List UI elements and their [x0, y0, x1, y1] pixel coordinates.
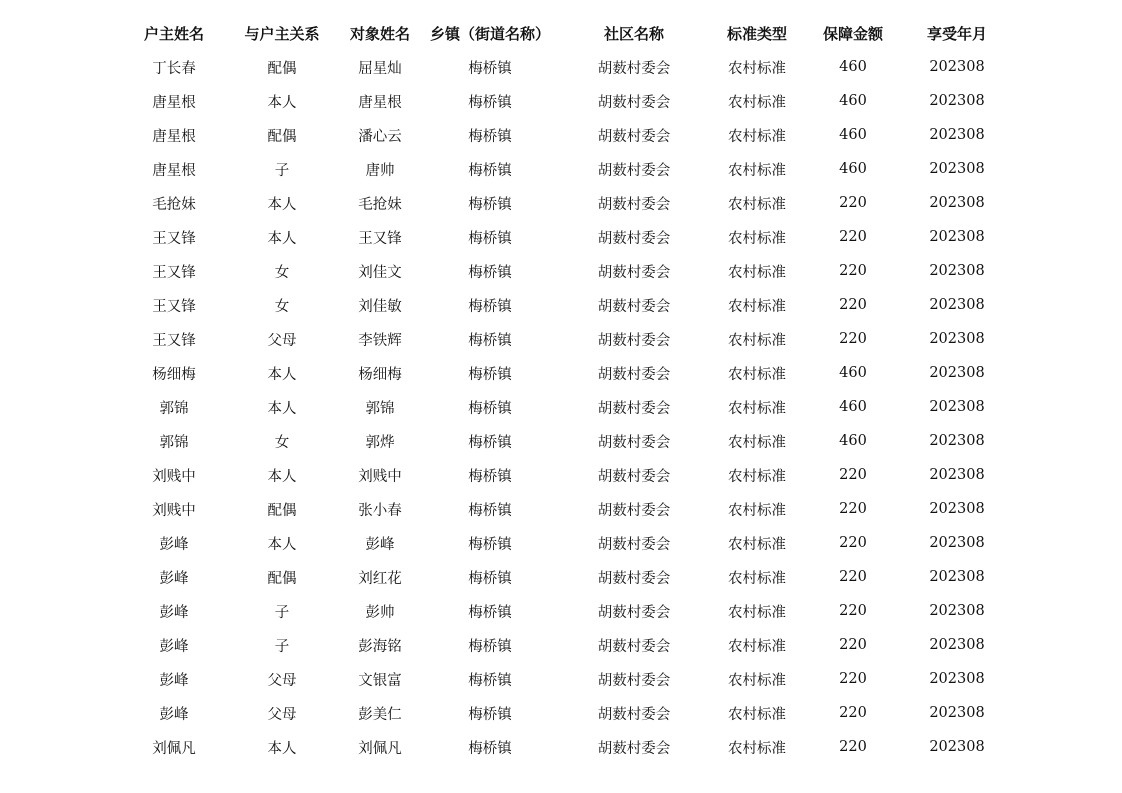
standard-type-cell: 农村标准	[728, 94, 786, 111]
township-cell: 梅桥镇	[468, 502, 512, 519]
standard-type-cell: 农村标准	[728, 60, 786, 77]
community-cell: 胡薮村委会	[597, 332, 671, 349]
community-cell: 胡薮村委会	[597, 230, 671, 247]
recipient-name-cell: 杨细梅	[358, 366, 402, 383]
amount-cell: 220	[839, 637, 867, 653]
table-row	[120, 696, 1010, 730]
relation-cell: 女	[274, 434, 290, 451]
recipient-name-cell: 张小春	[358, 502, 402, 519]
table-row	[120, 152, 1010, 186]
table-row	[120, 560, 1010, 594]
amount-cell: 460	[839, 161, 867, 177]
header-standard-type: 标准类型	[726, 24, 787, 43]
amount-cell: 220	[839, 467, 867, 483]
amount-cell: 220	[839, 671, 867, 687]
relation-cell: 子	[274, 162, 290, 179]
standard-type-cell: 农村标准	[728, 536, 786, 553]
relation-cell: 父母	[267, 332, 297, 349]
community-cell: 胡薮村委会	[597, 706, 671, 723]
household-head-cell: 王又锋	[152, 332, 196, 349]
month-cell: 202308	[929, 127, 985, 143]
recipient-name-cell: 郭锦	[365, 400, 395, 417]
household-head-cell: 彭峰	[159, 706, 189, 723]
standard-type-cell: 农村标准	[728, 298, 786, 315]
township-cell: 梅桥镇	[468, 332, 512, 349]
community-cell: 胡薮村委会	[597, 60, 671, 77]
standard-type-cell: 农村标准	[728, 570, 786, 587]
amount-cell: 220	[839, 331, 867, 347]
recipient-name-cell: 刘佩凡	[358, 740, 402, 757]
table-row	[120, 254, 1010, 288]
household-head-cell: 刘贱中	[152, 468, 196, 485]
relation-cell: 本人	[267, 400, 297, 417]
household-head-cell: 毛抢妹	[152, 196, 196, 213]
recipient-name-cell: 刘佳敏	[358, 298, 402, 315]
recipient-name-cell: 王又锋	[358, 230, 402, 247]
standard-type-cell: 农村标准	[728, 400, 786, 417]
table-row	[120, 84, 1010, 118]
relation-cell: 女	[274, 298, 290, 315]
township-cell: 梅桥镇	[468, 468, 512, 485]
community-cell: 胡薮村委会	[597, 434, 671, 451]
household-head-cell: 郭锦	[159, 434, 189, 451]
amount-cell: 460	[839, 399, 867, 415]
recipient-name-cell: 彭帅	[365, 604, 395, 621]
relation-cell: 配偶	[267, 128, 297, 145]
township-cell: 梅桥镇	[468, 162, 512, 179]
standard-type-cell: 农村标准	[728, 604, 786, 621]
month-cell: 202308	[929, 59, 985, 75]
month-cell: 202308	[929, 399, 985, 415]
recipient-name-cell: 唐星根	[358, 94, 402, 111]
month-cell: 202308	[929, 637, 985, 653]
household-head-cell: 王又锋	[152, 298, 196, 315]
amount-cell: 220	[839, 229, 867, 245]
township-cell: 梅桥镇	[468, 570, 512, 587]
recipient-name-cell: 唐帅	[365, 162, 395, 179]
amount-cell: 220	[839, 535, 867, 551]
month-cell: 202308	[929, 365, 985, 381]
table-row	[120, 628, 1010, 662]
recipient-name-cell: 文银富	[358, 672, 402, 689]
header-month: 享受年月	[926, 24, 987, 43]
recipient-name-cell: 刘佳文	[358, 264, 402, 281]
household-head-cell: 唐星根	[152, 128, 196, 145]
standard-type-cell: 农村标准	[728, 366, 786, 383]
township-cell: 梅桥镇	[468, 536, 512, 553]
community-cell: 胡薮村委会	[597, 468, 671, 485]
amount-cell: 220	[839, 569, 867, 585]
township-cell: 梅桥镇	[468, 672, 512, 689]
community-cell: 胡薮村委会	[597, 162, 671, 179]
table-row	[120, 356, 1010, 390]
recipient-name-cell: 刘红花	[358, 570, 402, 587]
township-cell: 梅桥镇	[468, 706, 512, 723]
community-cell: 胡薮村委会	[597, 740, 671, 757]
township-cell: 梅桥镇	[468, 264, 512, 281]
month-cell: 202308	[929, 603, 985, 619]
standard-type-cell: 农村标准	[728, 230, 786, 247]
month-cell: 202308	[929, 161, 985, 177]
header-community: 社区名称	[603, 24, 664, 43]
month-cell: 202308	[929, 671, 985, 687]
standard-type-cell: 农村标准	[728, 672, 786, 689]
community-cell: 胡薮村委会	[597, 298, 671, 315]
recipient-name-cell: 郭烨	[365, 434, 395, 451]
month-cell: 202308	[929, 229, 985, 245]
household-head-cell: 彭峰	[159, 570, 189, 587]
township-cell: 梅桥镇	[468, 740, 512, 757]
amount-cell: 460	[839, 93, 867, 109]
relation-cell: 本人	[267, 366, 297, 383]
header-row	[120, 16, 1010, 50]
community-cell: 胡薮村委会	[597, 604, 671, 621]
table-row	[120, 118, 1010, 152]
relation-cell: 本人	[267, 536, 297, 553]
recipient-name-cell: 彭美仁	[358, 706, 402, 723]
recipient-name-cell: 屈星灿	[358, 60, 402, 77]
table-row	[120, 492, 1010, 526]
township-cell: 梅桥镇	[468, 434, 512, 451]
standard-type-cell: 农村标准	[728, 502, 786, 519]
township-cell: 梅桥镇	[468, 128, 512, 145]
month-cell: 202308	[929, 569, 985, 585]
household-head-cell: 王又锋	[152, 264, 196, 281]
relation-cell: 配偶	[267, 60, 297, 77]
month-cell: 202308	[929, 331, 985, 347]
household-head-cell: 唐星根	[152, 94, 196, 111]
relation-cell: 本人	[267, 740, 297, 757]
standard-type-cell: 农村标准	[728, 332, 786, 349]
township-cell: 梅桥镇	[468, 400, 512, 417]
month-cell: 202308	[929, 297, 985, 313]
community-cell: 胡薮村委会	[597, 570, 671, 587]
amount-cell: 220	[839, 603, 867, 619]
recipient-name-cell: 毛抢妹	[358, 196, 402, 213]
community-cell: 胡薮村委会	[597, 128, 671, 145]
relation-cell: 本人	[267, 230, 297, 247]
relation-cell: 本人	[267, 196, 297, 213]
household-head-cell: 唐星根	[152, 162, 196, 179]
benefit-table	[120, 16, 1010, 764]
amount-cell: 220	[839, 501, 867, 517]
community-cell: 胡薮村委会	[597, 264, 671, 281]
table-row	[120, 288, 1010, 322]
relation-cell: 子	[274, 638, 290, 655]
community-cell: 胡薮村委会	[597, 400, 671, 417]
recipient-name-cell: 潘心云	[358, 128, 402, 145]
amount-cell: 220	[839, 263, 867, 279]
amount-cell: 460	[839, 59, 867, 75]
amount-cell: 220	[839, 739, 867, 755]
recipient-name-cell: 彭海铭	[358, 638, 402, 655]
recipient-name-cell: 刘贱中	[358, 468, 402, 485]
township-cell: 梅桥镇	[468, 298, 512, 315]
amount-cell: 460	[839, 433, 867, 449]
header-relation: 与户主关系	[244, 24, 320, 43]
community-cell: 胡薮村委会	[597, 536, 671, 553]
table-row	[120, 662, 1010, 696]
household-head-cell: 刘贱中	[152, 502, 196, 519]
recipient-name-cell: 彭峰	[365, 536, 395, 553]
amount-cell: 460	[839, 365, 867, 381]
table-row	[120, 424, 1010, 458]
table-row	[120, 50, 1010, 84]
household-head-cell: 郭锦	[159, 400, 189, 417]
header-household-head: 户主姓名	[143, 24, 204, 43]
community-cell: 胡薮村委会	[597, 672, 671, 689]
community-cell: 胡薮村委会	[597, 502, 671, 519]
household-head-cell: 彭峰	[159, 604, 189, 621]
household-head-cell: 丁长春	[152, 60, 196, 77]
community-cell: 胡薮村委会	[597, 196, 671, 213]
township-cell: 梅桥镇	[468, 60, 512, 77]
table-row	[120, 390, 1010, 424]
standard-type-cell: 农村标准	[728, 468, 786, 485]
community-cell: 胡薮村委会	[597, 638, 671, 655]
household-head-cell: 刘佩凡	[152, 740, 196, 757]
table-body	[120, 50, 1010, 764]
month-cell: 202308	[929, 433, 985, 449]
month-cell: 202308	[929, 195, 985, 211]
month-cell: 202308	[929, 705, 985, 721]
amount-cell: 220	[839, 705, 867, 721]
relation-cell: 子	[274, 604, 290, 621]
township-cell: 梅桥镇	[468, 604, 512, 621]
month-cell: 202308	[929, 263, 985, 279]
table-row	[120, 322, 1010, 356]
header-recipient-name: 对象姓名	[349, 24, 410, 43]
table-row	[120, 594, 1010, 628]
township-cell: 梅桥镇	[468, 366, 512, 383]
table-row	[120, 186, 1010, 220]
table-row	[120, 458, 1010, 492]
month-cell: 202308	[929, 739, 985, 755]
relation-cell: 配偶	[267, 502, 297, 519]
recipient-name-cell: 李铁辉	[358, 332, 402, 349]
table-row	[120, 730, 1010, 764]
amount-cell: 460	[839, 127, 867, 143]
community-cell: 胡薮村委会	[597, 366, 671, 383]
relation-cell: 女	[274, 264, 290, 281]
standard-type-cell: 农村标准	[728, 162, 786, 179]
month-cell: 202308	[929, 467, 985, 483]
standard-type-cell: 农村标准	[728, 638, 786, 655]
amount-cell: 220	[839, 195, 867, 211]
relation-cell: 父母	[267, 672, 297, 689]
standard-type-cell: 农村标准	[728, 128, 786, 145]
household-head-cell: 彭峰	[159, 536, 189, 553]
township-cell: 梅桥镇	[468, 94, 512, 111]
township-cell: 梅桥镇	[468, 638, 512, 655]
standard-type-cell: 农村标准	[728, 706, 786, 723]
township-cell: 梅桥镇	[468, 196, 512, 213]
household-head-cell: 彭峰	[159, 672, 189, 689]
table-header	[120, 16, 1010, 50]
relation-cell: 本人	[267, 468, 297, 485]
amount-cell: 220	[839, 297, 867, 313]
month-cell: 202308	[929, 535, 985, 551]
community-cell: 胡薮村委会	[597, 94, 671, 111]
household-head-cell: 彭峰	[159, 638, 189, 655]
month-cell: 202308	[929, 501, 985, 517]
relation-cell: 父母	[267, 706, 297, 723]
household-head-cell: 王又锋	[152, 230, 196, 247]
relation-cell: 本人	[267, 94, 297, 111]
header-township: 乡镇（街道名称）	[429, 24, 550, 43]
month-cell: 202308	[929, 93, 985, 109]
township-cell: 梅桥镇	[468, 230, 512, 247]
table-row	[120, 220, 1010, 254]
standard-type-cell: 农村标准	[728, 434, 786, 451]
header-amount: 保障金额	[822, 24, 883, 43]
relation-cell: 配偶	[267, 570, 297, 587]
table-row	[120, 526, 1010, 560]
standard-type-cell: 农村标准	[728, 196, 786, 213]
standard-type-cell: 农村标准	[728, 264, 786, 281]
household-head-cell: 杨细梅	[152, 366, 196, 383]
standard-type-cell: 农村标准	[728, 740, 786, 757]
